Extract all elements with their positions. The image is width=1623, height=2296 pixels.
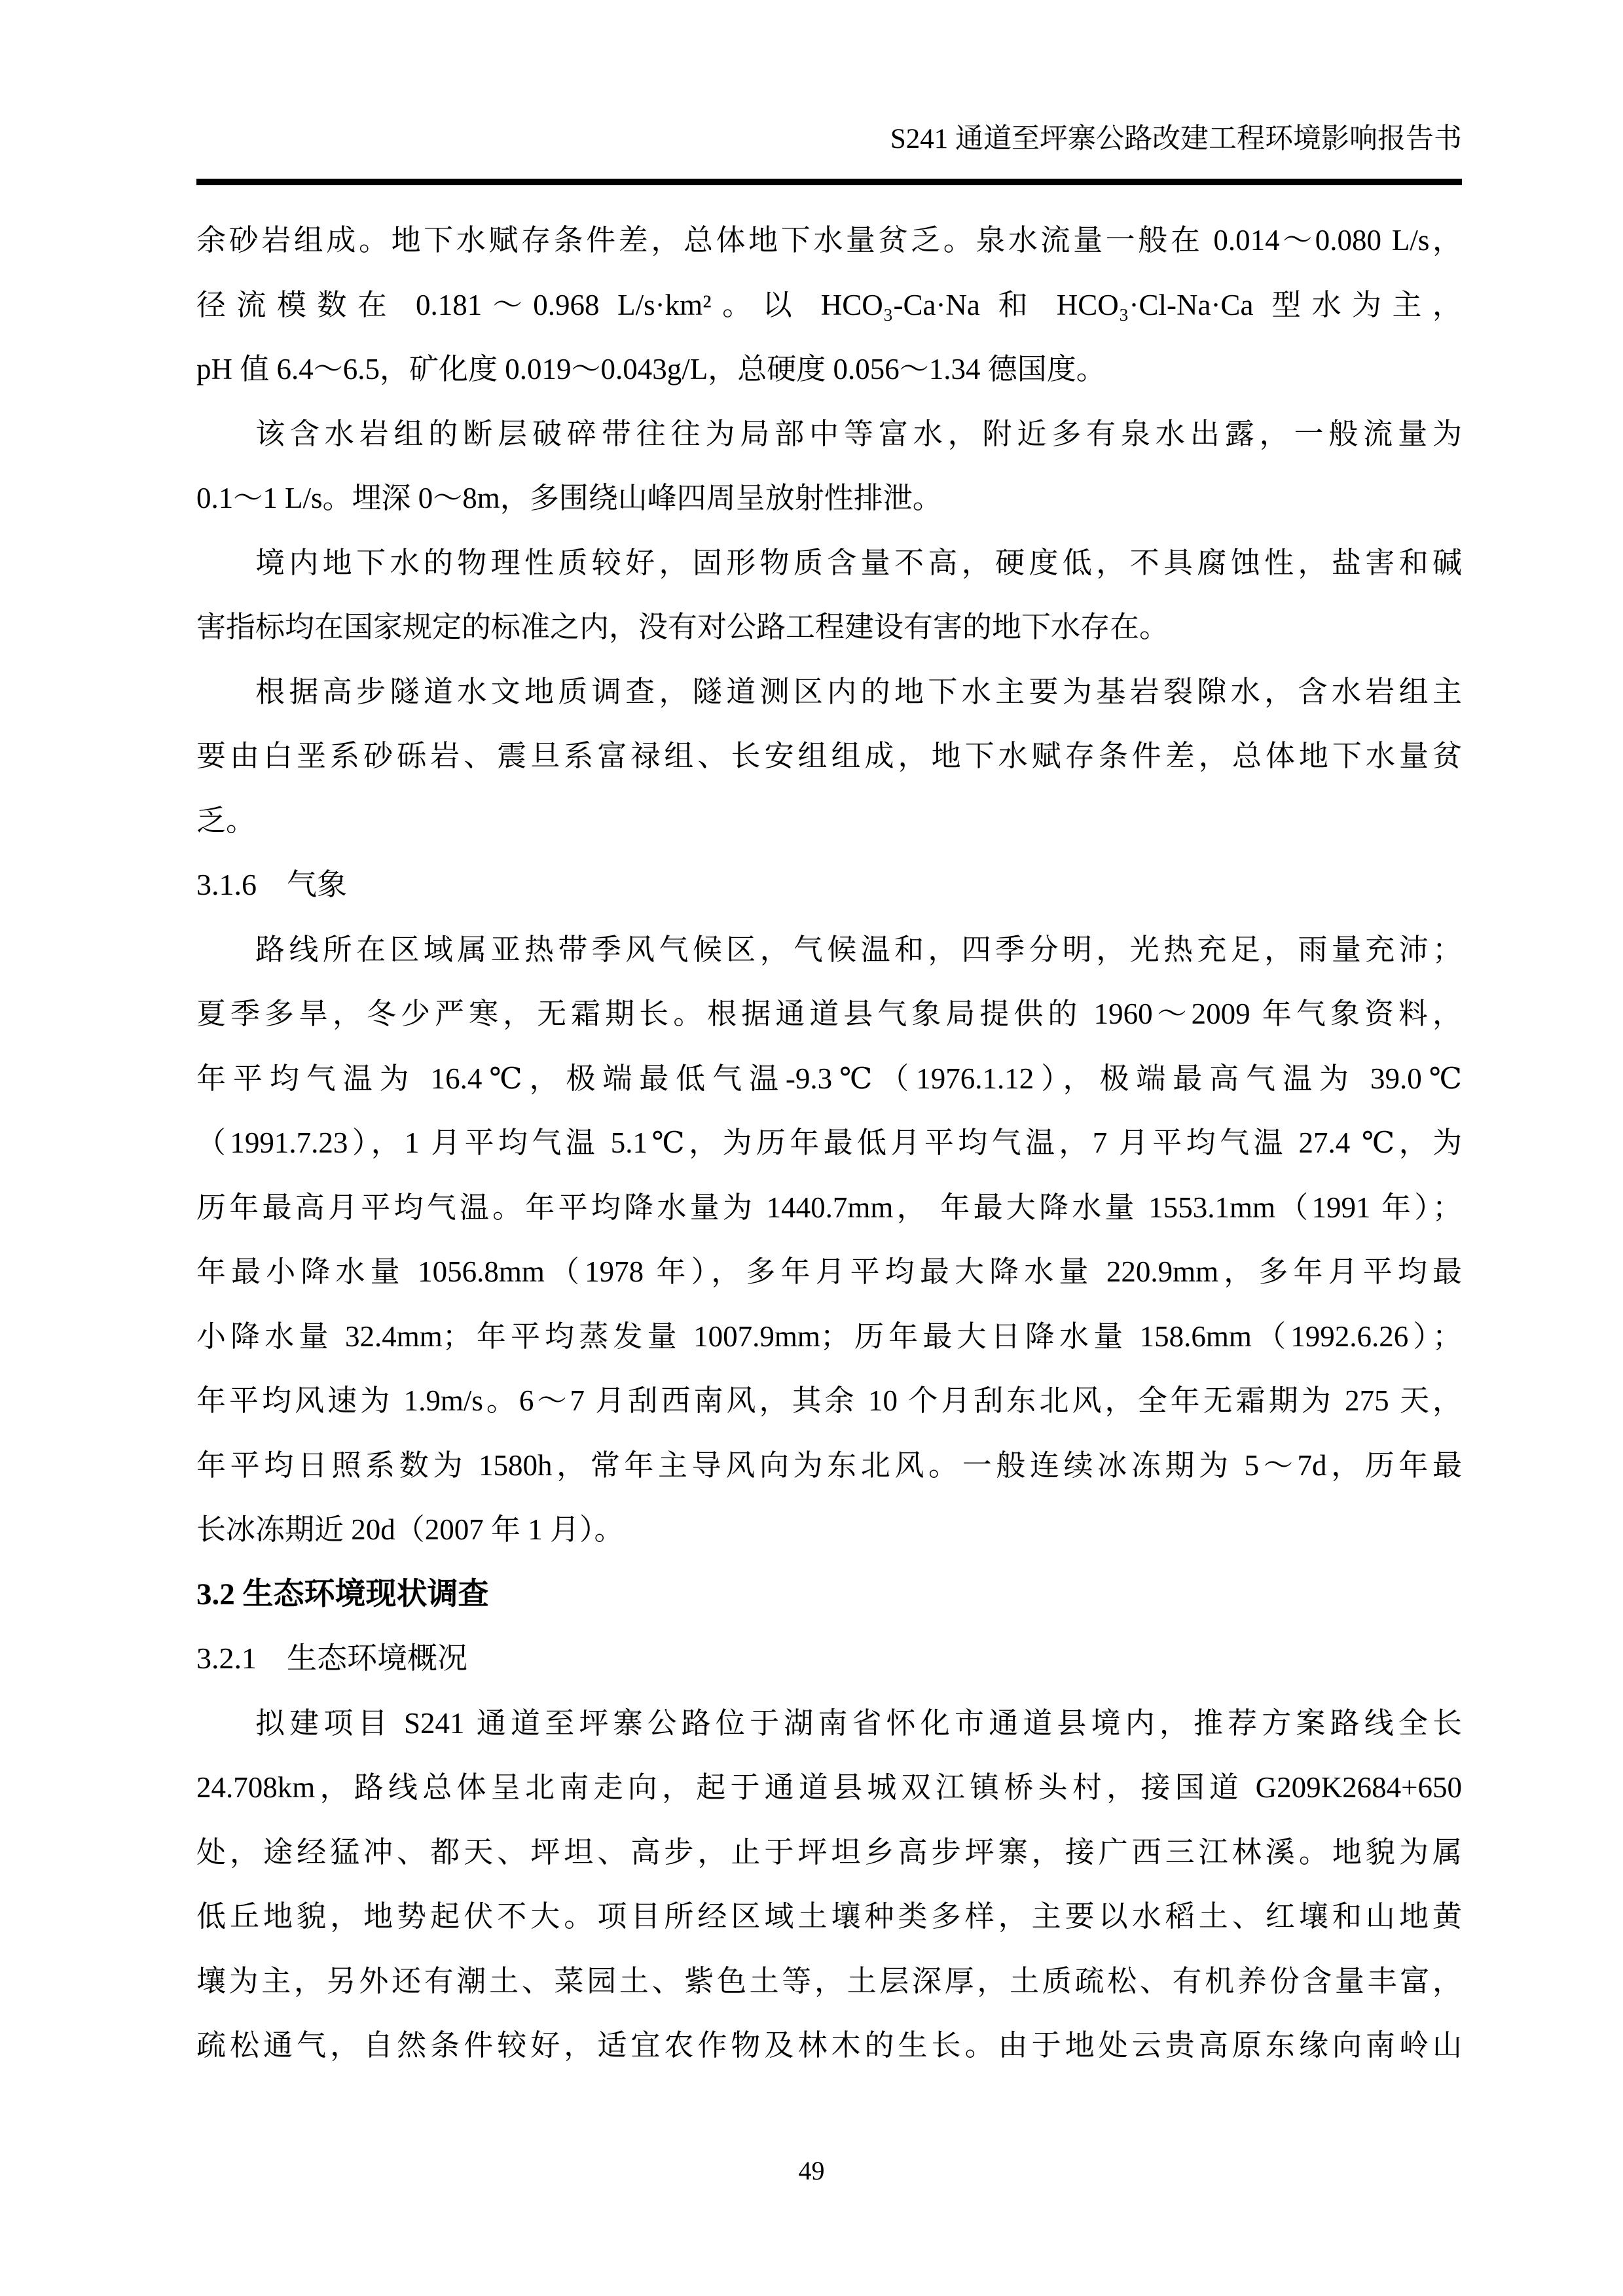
paragraph-line: 根据高步隧道水文地质调查，隧道测区内的地下水主要为基岩裂隙水，含水岩组主 [255,675,1462,708]
page-number: 49 [798,2156,825,2185]
paragraph-line: 疏松通气，自然条件较好，适宜农作物及林木的生长。由于地处云贵高原东缘向南岭山 [196,2029,1462,2062]
section-heading-3-2-1: 3.2.1 生态环境概况 [196,1641,467,1675]
paragraph-line: 壤为主，另外还有潮土、菜园土、紫色土等，土层深厚，土质疏松、有机养份含量丰富， [196,1964,1462,1998]
paragraph-line: 该含水岩组的断层破碎带往往为局部中等富水，附近多有泉水出露，一般流量为 [255,417,1462,450]
paragraph-line: 拟建项目 S241 通道至坪寨公路位于湖南省怀化市通道县境内，推荐方案路线全长 [255,1706,1462,1740]
paragraph-line: 长冰冻期近 20d（2007 年 1 月）。 [196,1513,624,1546]
header-rule [196,179,1462,185]
paragraph-line: 年最小降水量 1056.8mm（1978 年），多年月平均最大降水量 220.9mm，多年月平均最 [196,1255,1462,1288]
paragraph-line: pH 值 6.4～6.5，矿化度 0.019～0.043g/L，总硬度 0.056～1.34 德国度。 [196,353,1106,386]
paragraph-line: 害指标均在国家规定的标准之内，没有对公路工程建设有害的地下水存在。 [196,611,1169,643]
section-heading-3-2: 3.2 生态环境现状调查 [196,1577,489,1611]
section-heading-3-1-6: 3.1.6 气象 [196,868,347,901]
page-header-title: S241 通道至坪寨公路改建工程环境影响报告书 [890,124,1462,154]
paragraph-line: 24.708km，路线总体呈北南走向，起于通道县城双江镇桥头村，接国道 G209K2684+650 [196,1771,1462,1804]
paragraph-line: 境内地下水的物理性质较好，固形物质含量不高，硬度低，不具腐蚀性，盐害和碱 [255,546,1462,579]
paragraph-line: 年平均风速为 1.9m/s。6～7 月刮西南风，其余 10 个月刮东北风，全年无霜期为 275 天， [196,1384,1462,1417]
paragraph-line: 低丘地貌，地势起伏不大。项目所经区域土壤种类多样，主要以水稻土、红壤和山地黄 [196,1900,1462,1933]
paragraph-line: 0.1～1 L/s。埋深 0～8m，多围绕山峰四周呈放射性排泄。 [196,482,942,514]
paragraph-line: 路线所在区域属亚热带季风气候区，气候温和，四季分明，光热充足，雨量充沛； [255,933,1462,966]
paragraph-line: 年平均气温为 16.4℃，极端最低气温-9.3℃（1976.1.12），极端最高气温为 39.0℃ [196,1062,1462,1095]
paragraph-line: （1991.7.23），1 月平均气温 5.1℃，为历年最低月平均气温，7 月平均气温 27.4 ℃，为 [196,1126,1462,1159]
paragraph-line: 夏季多旱，冬少严寒，无霜期长。根据通道县气象局提供的 1960～2009 年气象资料， [196,997,1462,1030]
paragraph-line: 处，途经猛冲、都天、坪坦、高步，止于坪坦乡高步坪寨，接广西三江林溪。地貌为属 [196,1835,1462,1869]
paragraph-line: 小降水量 32.4mm；年平均蒸发量 1007.9mm；历年最大日降水量 158.6mm（1992.6.26）； [196,1319,1462,1353]
paragraph-line: 余砂岩组成。地下水赋存条件差，总体地下水量贫乏。泉水流量一般在 0.014～0.080 L/s， [196,224,1462,257]
document-body [196,208,1462,2078]
paragraph-line: 年平均日照系数为 1580h，常年主导风向为东北风。一般连续冰冻期为 5～7d，历年最 [196,1448,1462,1482]
paragraph-line: 历年最高月平均气温。年平均降水量为 1440.7mm， 年最大降水量 1553.1mm（1991 年）； [196,1191,1462,1224]
paragraph-line: 径流模数在 0.181～0.968 L/s·km²。以 HCO₃-Ca·Na 和 HCO₃·Cl-Na·Ca 型水为主， [196,288,1462,321]
paragraph-line: 乏。 [196,804,256,837]
paragraph-line: 要由白垩系砂砾岩、震旦系富禄组、长安组组成，地下水赋存条件差，总体地下水量贫 [196,740,1462,772]
